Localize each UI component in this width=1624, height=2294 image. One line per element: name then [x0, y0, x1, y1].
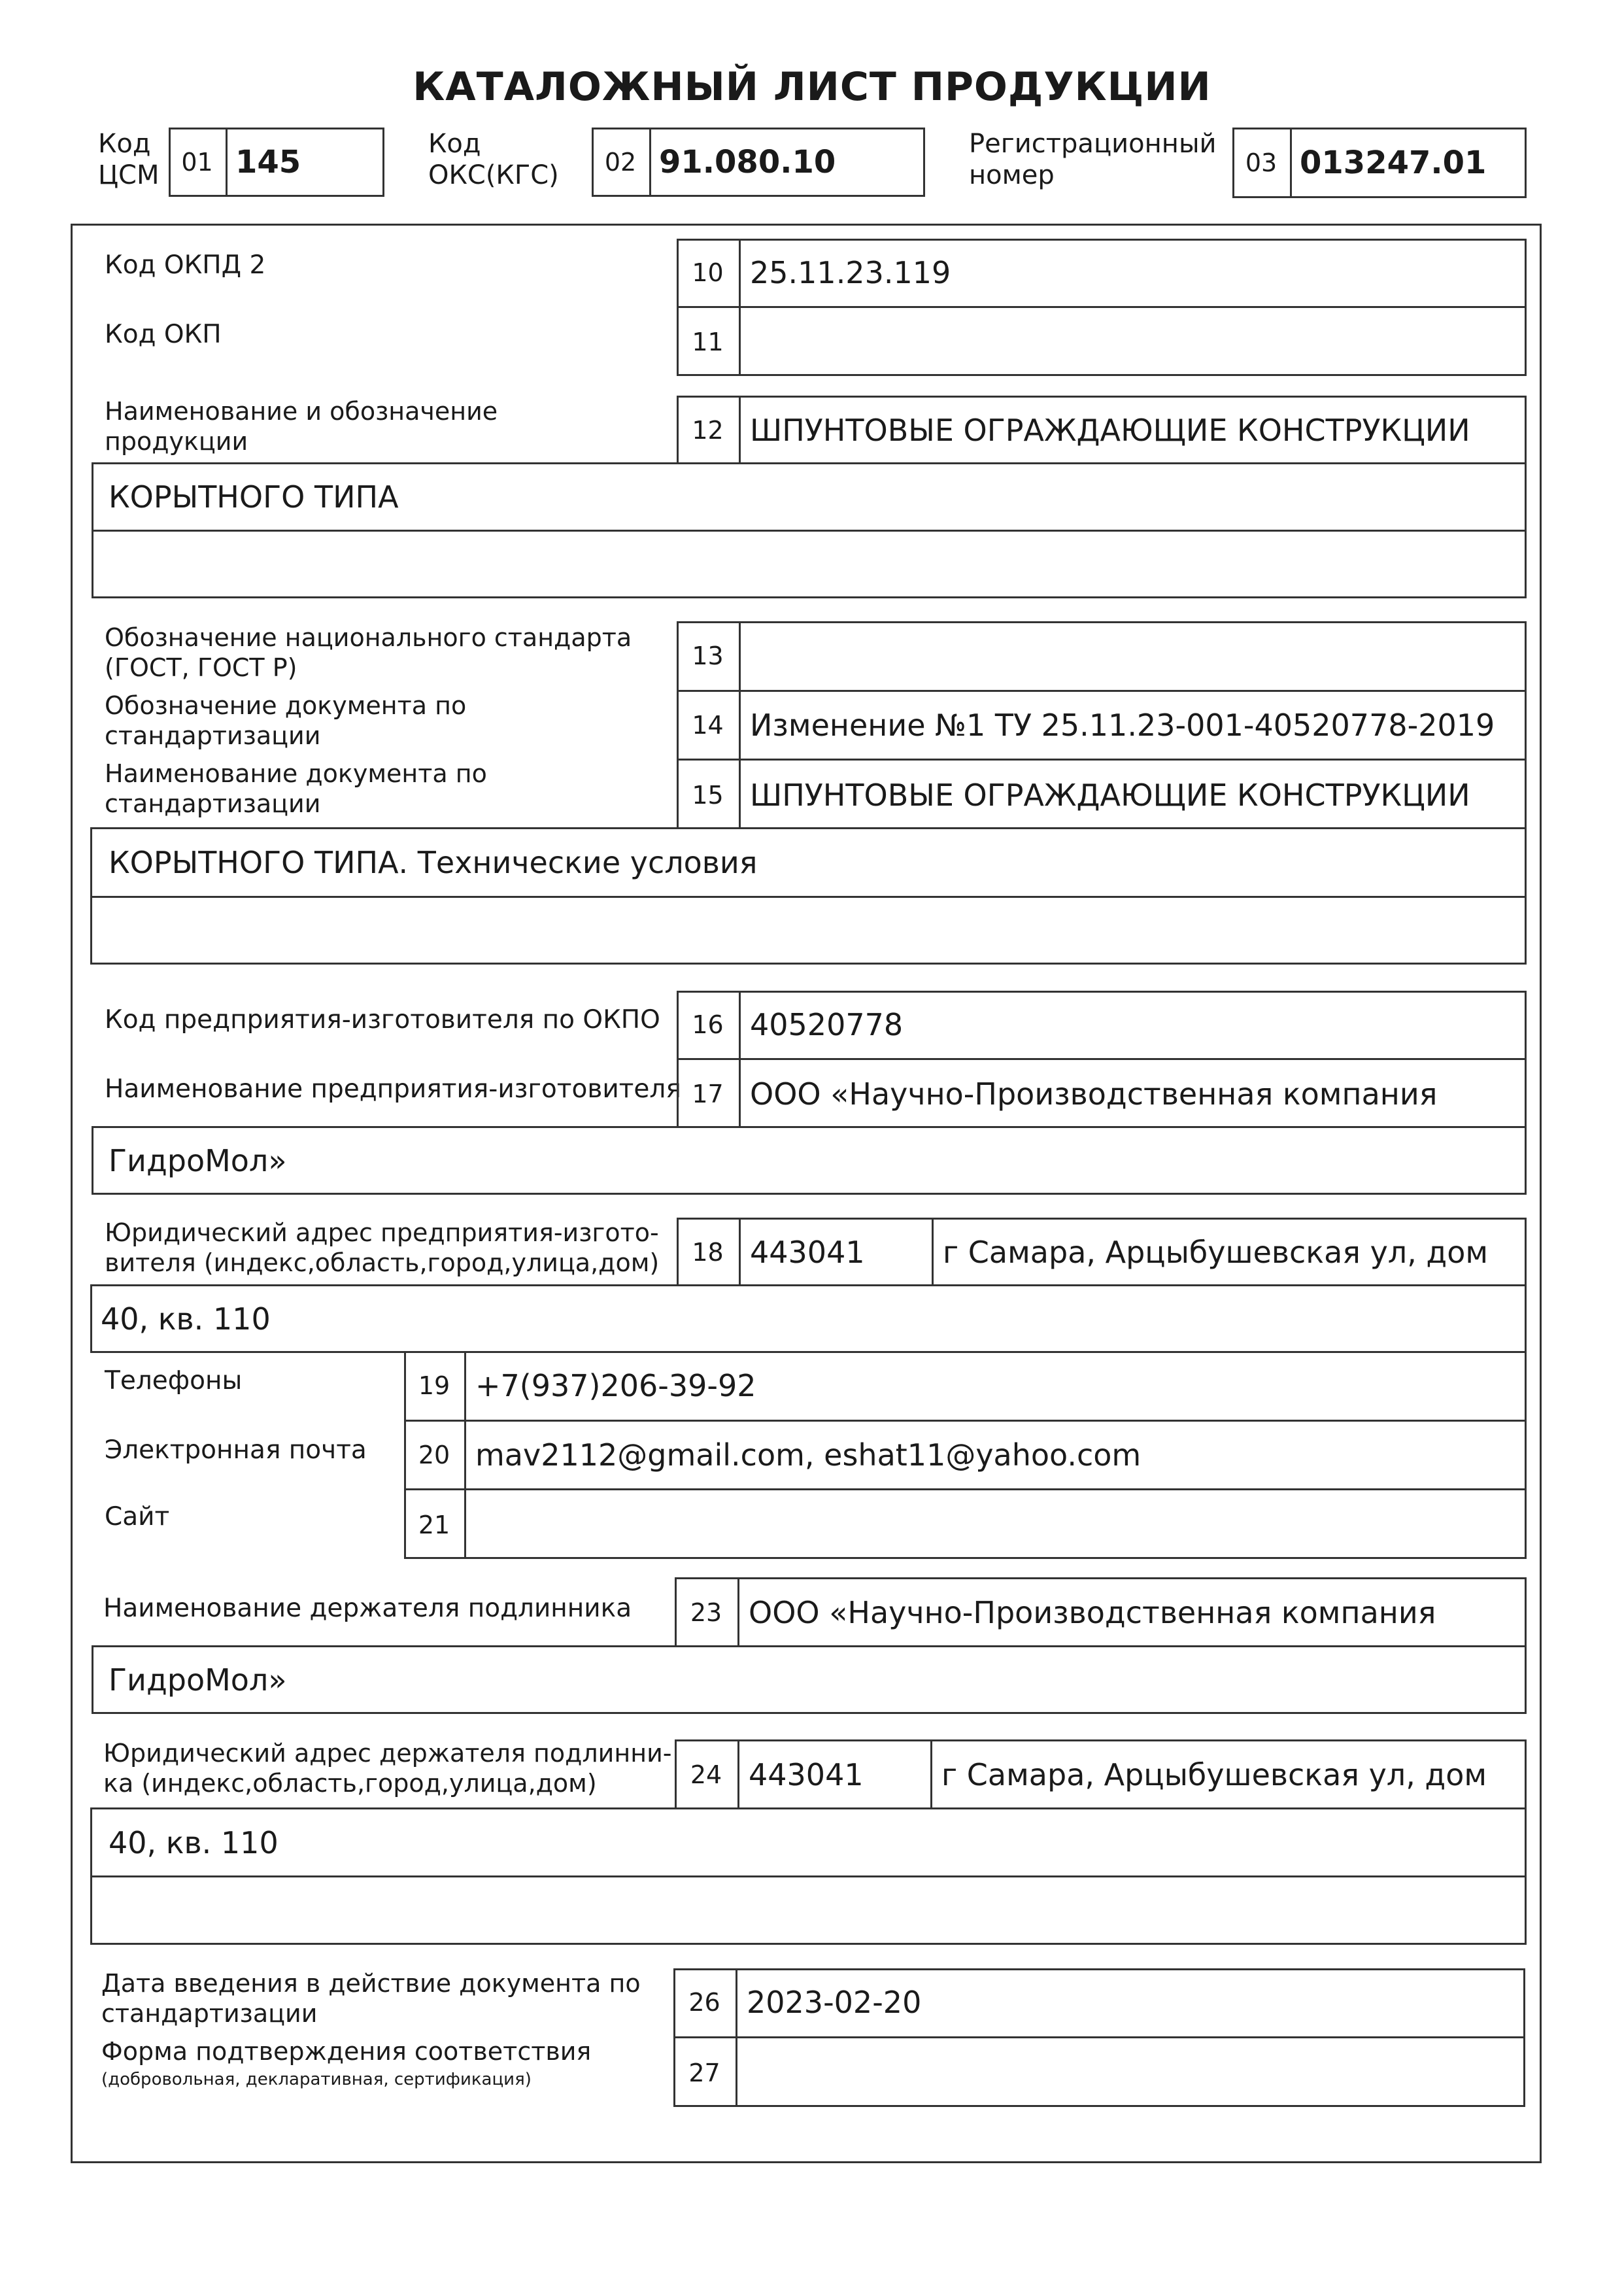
okp-label: Код ОКП: [105, 320, 222, 349]
f10-num: 10: [692, 258, 724, 287]
phones-field[interactable]: +7(937)206-39-92: [475, 1367, 756, 1403]
okpo-field[interactable]: 40520778: [750, 1006, 904, 1042]
f26-num: 26: [688, 1988, 720, 2017]
holder-address-cont-line2[interactable]: [99, 1877, 1525, 1943]
holder-address-cont-line1[interactable]: 40, кв. 110: [109, 1824, 279, 1860]
oks-value: 91.080.10: [659, 144, 836, 180]
conformity-form-hint: (добровольная, декларативная, сертификация): [101, 2070, 532, 2089]
standard-doc-code-label: Обозначение документа по стандартизации: [105, 691, 467, 750]
okp-field[interactable]: [741, 308, 1525, 376]
f15-num: 15: [692, 780, 724, 810]
standard-doc-name-field[interactable]: ШПУНТОВЫЕ ОГРАЖДАЮЩИЕ КОНСТРУКЦИИ: [750, 777, 1470, 813]
f12-num: 12: [692, 415, 724, 445]
effective-date-field[interactable]: 2023-02-20: [747, 1985, 922, 2020]
national-standard-field[interactable]: [741, 621, 1525, 690]
f21-num: 21: [418, 1510, 450, 1539]
product-name-field[interactable]: ШПУНТОВЫЕ ОГРАЖДАЮЩИЕ КОНСТРУКЦИИ: [750, 412, 1470, 448]
product-name-label: Наименование и обозначение продукции: [105, 397, 498, 456]
manufacturer-name-field[interactable]: ООО «Научно-Производственная компания: [750, 1076, 1438, 1112]
email-label: Электронная почта: [105, 1435, 367, 1465]
reg-num: 03: [1245, 148, 1277, 177]
f20-num: 20: [418, 1441, 450, 1469]
f27-num: 27: [688, 2058, 720, 2087]
conformity-form-field[interactable]: [737, 2038, 1522, 2107]
holder-name-label: Наименование держателя подлинника: [103, 1594, 632, 1623]
manufacturer-address-field[interactable]: г Самара, Арцыбушевская ул, дом: [943, 1234, 1489, 1270]
manufacturer-address-label: Юридический адрес предприятия-изгото- вителя (индекс,область,город,улица,дом): [105, 1218, 660, 1277]
standard-doc-name-cont-line1[interactable]: КОРЫТНОГО ТИПА. Технические условия: [109, 845, 758, 880]
f11-num: 11: [692, 328, 724, 356]
f18-num: 18: [692, 1237, 724, 1267]
f14-num: 14: [692, 711, 724, 740]
okpo-label: Код предприятия-изготовителя по ОКПО: [105, 1005, 660, 1035]
standard-doc-name-label: Наименование документа по стандартизации: [105, 759, 487, 818]
manufacturer-name-cont-line1[interactable]: ГидроМол»: [109, 1143, 287, 1178]
reg-value: 013247.01: [1300, 145, 1487, 181]
phones-label: Телефоны: [105, 1366, 243, 1395]
f17-num: 17: [692, 1080, 724, 1108]
standard-doc-name-cont-line2[interactable]: [99, 898, 1525, 963]
product-name-cont-line1[interactable]: КОРЫТНОГО ТИПА: [109, 479, 399, 515]
manufacturer-postal-index-field[interactable]: 443041: [750, 1234, 865, 1270]
oks-label: Код ОКС(КГС): [428, 129, 559, 190]
page-title: КАТАЛОЖНЫЙ ЛИСТ ПРОДУКЦИИ: [413, 64, 1211, 110]
website-field[interactable]: [466, 1490, 1525, 1559]
f24-num: 24: [690, 1760, 722, 1789]
csm-num: 01: [181, 148, 213, 177]
holder-name-cont-line1[interactable]: ГидроМол»: [109, 1662, 287, 1698]
csm-value: 145: [235, 144, 301, 180]
oks-num: 02: [604, 148, 637, 177]
csm-label: Код ЦСМ: [98, 129, 160, 190]
manufacturer-address-cont-line1[interactable]: 40, кв. 110: [101, 1301, 271, 1337]
effective-date-label: Дата введения в действие документа по стандартизации: [101, 1969, 641, 2028]
f19-num: 19: [418, 1371, 450, 1400]
okpd2-field[interactable]: 25.11.23.119: [750, 254, 951, 290]
reg-label: Регистрационный номер: [969, 129, 1217, 190]
manufacturer-name-label: Наименование предприятия-изготовителя: [105, 1074, 681, 1104]
f16-num: 16: [692, 1010, 724, 1039]
okpd2-label: Код ОКПД 2: [105, 250, 266, 280]
holder-address-label: Юридический адрес держателя подлинни- ка (индекс,область,город,улица,дом): [103, 1739, 672, 1798]
holder-name-field[interactable]: ООО «Научно-Производственная компания: [749, 1594, 1436, 1630]
holder-address-field[interactable]: г Самара, Арцыбушевская ул, дом: [941, 1756, 1487, 1792]
conformity-form-label: Форма подтверждения соответствия: [101, 2037, 592, 2066]
standard-doc-code-field[interactable]: Изменение №1 ТУ 25.11.23-001-40520778-2019: [750, 708, 1495, 743]
f13-num: 13: [692, 641, 724, 670]
holder-postal-index-field[interactable]: 443041: [749, 1756, 864, 1792]
product-name-cont-line2[interactable]: [99, 532, 1525, 597]
website-label: Сайт: [105, 1502, 170, 1532]
email-field[interactable]: mav2112@gmail.com, eshat11@yahoo.com: [475, 1437, 1142, 1473]
f23-num: 23: [690, 1598, 722, 1627]
national-standard-label: Обозначение национального стандарта (ГОСТ, ГОСТ Р): [105, 623, 632, 682]
